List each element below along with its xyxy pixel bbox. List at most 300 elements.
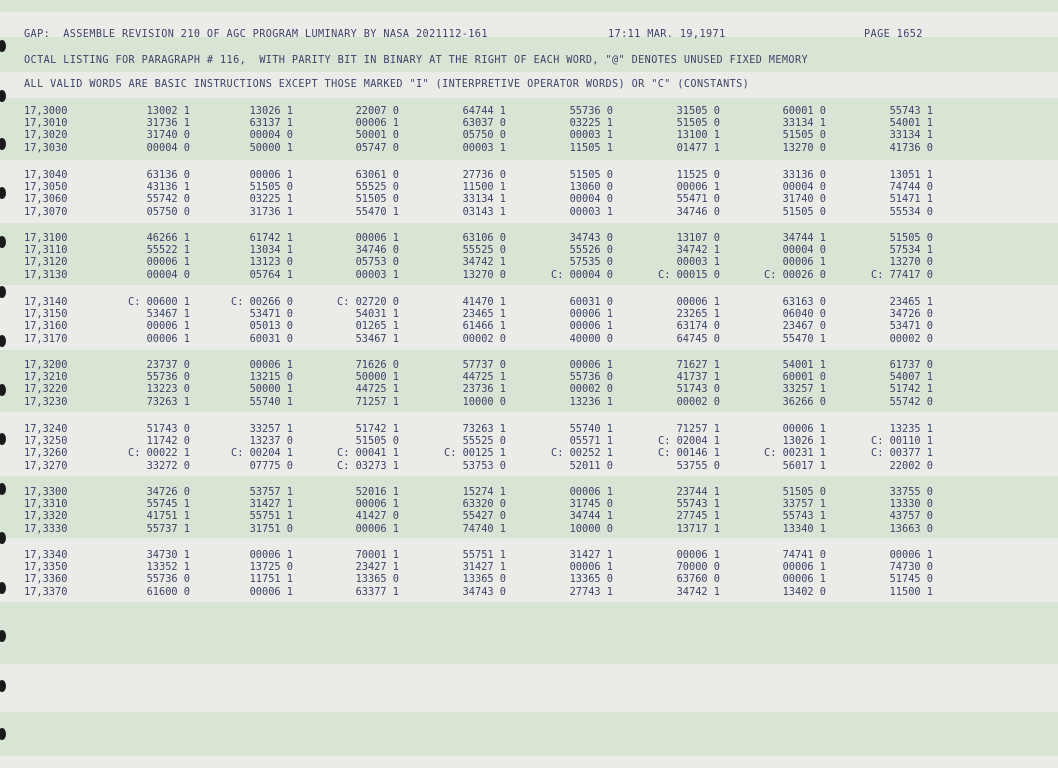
octal-word: 05013 0 [249, 320, 293, 333]
octal-word: C: 00125 1 [444, 447, 506, 460]
octal-word: C: 00231 1 [764, 447, 826, 460]
octal-word: 05750 0 [462, 129, 506, 142]
row-address: 17,3120 [24, 256, 68, 269]
octal-word: 03225 1 [569, 117, 613, 130]
octal-word: 13663 0 [889, 522, 933, 535]
octal-word: 00006 1 [249, 359, 293, 371]
octal-word: 31736 1 [249, 205, 293, 218]
octal-word: 00006 1 [355, 117, 399, 130]
octal-word: 00006 1 [355, 232, 399, 244]
octal-word: 34742 1 [462, 256, 506, 269]
listing-row [0, 359, 1058, 371]
listing-row [0, 510, 1058, 522]
sprocket-hole-icon [0, 680, 6, 692]
octal-word: 00006 1 [355, 498, 399, 511]
octal-word: 55743 1 [782, 510, 826, 523]
octal-word: 54007 1 [889, 371, 933, 384]
octal-word: 61737 0 [889, 359, 933, 371]
octal-word: 13026 1 [782, 435, 826, 448]
octal-word: 00002 0 [889, 332, 933, 345]
octal-word: 53467 1 [355, 332, 399, 345]
octal-word: 13026 1 [249, 105, 293, 117]
octal-word: 55751 1 [462, 549, 506, 561]
octal-word: 44725 1 [462, 371, 506, 384]
octal-word: 13330 0 [889, 498, 933, 511]
octal-word: 41470 1 [462, 296, 506, 308]
row-address: 17,3110 [24, 244, 68, 257]
octal-word: 03143 1 [462, 205, 506, 218]
octal-word: C: 00266 0 [231, 296, 293, 308]
octal-word: C: 00110 1 [871, 435, 933, 448]
octal-word: 61466 1 [462, 320, 506, 333]
row-address: 17,3200 [24, 359, 68, 371]
octal-word: 13270 0 [782, 141, 826, 154]
octal-word: 55522 1 [146, 244, 190, 257]
octal-word: 50000 1 [249, 383, 293, 396]
row-address: 17,3240 [24, 423, 68, 435]
octal-word: 00004 0 [782, 244, 826, 257]
octal-word: 41736 0 [889, 141, 933, 154]
octal-word: 13034 1 [249, 244, 293, 257]
row-address: 17,3030 [24, 141, 68, 154]
octal-word: 11751 1 [249, 573, 293, 586]
octal-word: 05753 0 [355, 256, 399, 269]
octal-word: 31740 0 [782, 193, 826, 206]
octal-word: 34744 1 [782, 232, 826, 244]
octal-word: 63377 1 [355, 585, 399, 598]
listing-row [0, 129, 1058, 141]
listing-row [0, 269, 1058, 281]
octal-word: 60001 0 [782, 105, 826, 117]
octal-word: 51743 0 [676, 383, 720, 396]
octal-word: 63037 0 [462, 117, 506, 130]
octal-word: 63174 0 [676, 320, 720, 333]
octal-word: 23465 1 [462, 308, 506, 321]
octal-word: 00004 0 [782, 181, 826, 194]
octal-word: 13107 0 [676, 232, 720, 244]
octal-word: 11500 1 [462, 181, 506, 194]
octal-word: 00006 1 [146, 332, 190, 345]
octal-word: 23467 0 [782, 320, 826, 333]
octal-word: 13725 0 [249, 561, 293, 574]
octal-word: 22007 0 [355, 105, 399, 117]
octal-word: 51505 0 [889, 232, 933, 244]
octal-word: 71257 1 [355, 395, 399, 408]
octal-word: 00003 1 [676, 256, 720, 269]
octal-word: 55525 0 [462, 435, 506, 448]
octal-word: 56017 1 [782, 459, 826, 472]
octal-word: 55751 1 [249, 510, 293, 523]
octal-word: 11525 0 [676, 169, 720, 181]
octal-word: 34726 0 [146, 486, 190, 498]
octal-word: 05764 1 [249, 268, 293, 281]
listing-legend: ALL VALID WORDS ARE BASIC INSTRUCTIONS EXCEPT THOSE MARKED "I" (INTERPRETIVE OPERATOR WORDS) OR "C" (CONSTANTS) [24, 79, 750, 90]
octal-word: 50000 1 [249, 141, 293, 154]
listing-row [0, 549, 1058, 561]
octal-word: C: 03273 1 [337, 459, 399, 472]
paper-band [0, 602, 1058, 664]
octal-word: C: 00252 1 [551, 447, 613, 460]
octal-word: C: 00015 0 [658, 268, 720, 281]
octal-word: 51505 0 [249, 181, 293, 194]
listing-row [0, 486, 1058, 498]
octal-word: 55736 0 [569, 105, 613, 117]
octal-word: 55471 0 [676, 193, 720, 206]
octal-word: 13237 0 [249, 435, 293, 448]
octal-word: 55737 1 [146, 522, 190, 535]
octal-word: 34746 0 [676, 205, 720, 218]
octal-word: 70001 1 [355, 549, 399, 561]
octal-word: 13365 0 [355, 573, 399, 586]
octal-word: 00006 1 [569, 359, 613, 371]
octal-word: 51505 0 [782, 205, 826, 218]
octal-word: 13100 1 [676, 129, 720, 142]
octal-word: 33134 1 [462, 193, 506, 206]
row-address: 17,3170 [24, 332, 68, 345]
octal-word: 13340 1 [782, 522, 826, 535]
octal-word: 55470 1 [782, 332, 826, 345]
octal-word: 13060 0 [569, 181, 613, 194]
octal-word: 50001 0 [355, 129, 399, 142]
listing-row [0, 308, 1058, 320]
octal-word: 00004 0 [146, 268, 190, 281]
octal-word: 11500 1 [889, 585, 933, 598]
octal-word: 41751 1 [146, 510, 190, 523]
octal-word: 53467 1 [146, 308, 190, 321]
row-address: 17,3260 [24, 447, 68, 460]
octal-word: 40000 0 [569, 332, 613, 345]
octal-word: 31745 0 [569, 498, 613, 511]
octal-word: 43757 0 [889, 510, 933, 523]
octal-word: 00006 1 [782, 573, 826, 586]
listing-row [0, 371, 1058, 383]
row-address: 17,3220 [24, 383, 68, 396]
row-address: 17,3270 [24, 459, 68, 472]
octal-word: 33134 1 [782, 117, 826, 130]
row-address: 17,3340 [24, 549, 68, 561]
octal-word: 36266 0 [782, 395, 826, 408]
row-address: 17,3350 [24, 561, 68, 574]
octal-word: 63137 1 [249, 117, 293, 130]
row-address: 17,3360 [24, 573, 68, 586]
row-address: 17,3320 [24, 510, 68, 523]
octal-word: 60031 0 [249, 332, 293, 345]
octal-word: 31427 1 [249, 498, 293, 511]
octal-word: 00006 1 [569, 486, 613, 498]
row-address: 17,3370 [24, 585, 68, 598]
octal-word: 70000 0 [676, 561, 720, 574]
row-address: 17,3330 [24, 522, 68, 535]
listing-row [0, 244, 1058, 256]
octal-word: 13235 1 [889, 423, 933, 435]
page-number: PAGE 1652 [864, 29, 923, 40]
octal-word: C: 00041 1 [337, 447, 399, 460]
octal-word: 41737 1 [676, 371, 720, 384]
octal-word: 11505 1 [569, 141, 613, 154]
octal-word: 33755 0 [889, 486, 933, 498]
octal-word: C: 00026 0 [764, 268, 826, 281]
octal-word: 00002 0 [569, 383, 613, 396]
listing-row [0, 181, 1058, 193]
octal-word: 13717 1 [676, 522, 720, 535]
octal-word: 51743 0 [146, 423, 190, 435]
listing-row [0, 256, 1058, 268]
octal-word: 31740 0 [146, 129, 190, 142]
listing-subtitle: OCTAL LISTING FOR PARAGRAPH # 116, WITH PARITY BIT IN BINARY AT THE RIGHT OF EACH WORD, "@" DENOTES UNUSED FIXED MEMORY [24, 55, 809, 66]
octal-word: 53471 0 [249, 308, 293, 321]
octal-word: 34730 1 [146, 549, 190, 561]
octal-word: C: 00600 1 [128, 296, 190, 308]
listing-row [0, 117, 1058, 129]
octal-word: 60001 0 [782, 371, 826, 384]
octal-word: 71627 1 [676, 359, 720, 371]
octal-word: 27736 0 [462, 169, 506, 181]
octal-word: 73263 1 [462, 423, 506, 435]
listing-row [0, 423, 1058, 435]
octal-word: 00006 1 [569, 308, 613, 321]
octal-word: 00004 0 [249, 129, 293, 142]
octal-word: 63061 0 [355, 169, 399, 181]
octal-word: 64744 1 [462, 105, 506, 117]
listing-row [0, 296, 1058, 308]
listing-row [0, 498, 1058, 510]
octal-word: 13215 0 [249, 371, 293, 384]
octal-word: 51745 0 [889, 573, 933, 586]
listing-row [0, 206, 1058, 218]
octal-word: 63760 0 [676, 573, 720, 586]
octal-word: 10000 0 [569, 522, 613, 535]
octal-word: 51742 1 [889, 383, 933, 396]
octal-word: 00006 1 [249, 549, 293, 561]
octal-word: 13236 1 [569, 395, 613, 408]
octal-word: 31751 0 [249, 522, 293, 535]
row-address: 17,3010 [24, 117, 68, 130]
octal-word: 05571 1 [569, 435, 613, 448]
octal-word: 06040 0 [782, 308, 826, 321]
octal-word: 00002 0 [676, 395, 720, 408]
octal-word: C: 00204 1 [231, 447, 293, 460]
octal-word: 46266 1 [146, 232, 190, 244]
octal-word: 00004 0 [146, 141, 190, 154]
listing-timestamp: 17:11 MAR. 19,1971 [608, 29, 726, 40]
octal-word: 34742 1 [676, 585, 720, 598]
octal-word: 33134 1 [889, 129, 933, 142]
octal-word: 00006 1 [249, 585, 293, 598]
row-address: 17,3100 [24, 232, 68, 244]
octal-word: 74744 0 [889, 181, 933, 194]
octal-word: 00006 1 [782, 561, 826, 574]
row-address: 17,3300 [24, 486, 68, 498]
octal-word: 52016 1 [355, 486, 399, 498]
octal-word: 71257 1 [676, 423, 720, 435]
octal-word: 03225 1 [249, 193, 293, 206]
octal-word: 64745 0 [676, 332, 720, 345]
listing-row [0, 383, 1058, 395]
octal-word: 31505 0 [676, 105, 720, 117]
octal-word: 54001 1 [782, 359, 826, 371]
octal-word: 00006 1 [676, 296, 720, 308]
octal-word: C: 00146 1 [658, 447, 720, 460]
octal-word: 00003 1 [462, 141, 506, 154]
octal-word: 33272 0 [146, 459, 190, 472]
octal-word: 33257 1 [782, 383, 826, 396]
octal-word: 63106 0 [462, 232, 506, 244]
octal-word: 43136 1 [146, 181, 190, 194]
octal-word: 53471 0 [889, 320, 933, 333]
octal-word: 00006 1 [569, 320, 613, 333]
octal-word: 61742 1 [249, 232, 293, 244]
octal-word: 23465 1 [889, 296, 933, 308]
octal-word: 07775 0 [249, 459, 293, 472]
octal-word: 55470 1 [355, 205, 399, 218]
row-address: 17,3210 [24, 371, 68, 384]
row-address: 17,3050 [24, 181, 68, 194]
octal-word: 05750 0 [146, 205, 190, 218]
listing-row [0, 460, 1058, 472]
row-address: 17,3310 [24, 498, 68, 511]
listing-row [0, 169, 1058, 181]
octal-word: 00006 1 [782, 423, 826, 435]
octal-word: 00003 1 [569, 205, 613, 218]
octal-word: 00004 0 [569, 193, 613, 206]
octal-word: 63136 0 [146, 169, 190, 181]
octal-word: 00006 1 [676, 181, 720, 194]
octal-word: 27745 1 [676, 510, 720, 523]
listing-row [0, 193, 1058, 205]
octal-word: 55534 0 [889, 205, 933, 218]
octal-word: 53757 1 [249, 486, 293, 498]
octal-word: 00006 1 [355, 522, 399, 535]
row-address: 17,3250 [24, 435, 68, 448]
octal-word: 13270 0 [889, 256, 933, 269]
listing-row [0, 320, 1058, 332]
octal-word: 11742 0 [146, 435, 190, 448]
octal-word: 52011 0 [569, 459, 613, 472]
octal-word: 51505 0 [782, 486, 826, 498]
octal-word: 57534 1 [889, 244, 933, 257]
octal-word: 55743 1 [889, 105, 933, 117]
octal-word: 23737 0 [146, 359, 190, 371]
listing-row [0, 586, 1058, 598]
octal-word: 34726 0 [889, 308, 933, 321]
row-address: 17,3130 [24, 268, 68, 281]
octal-word: 05747 0 [355, 141, 399, 154]
octal-word: 31736 1 [146, 117, 190, 130]
octal-word: 33757 1 [782, 498, 826, 511]
octal-word: 55740 1 [569, 423, 613, 435]
octal-word: 01477 1 [676, 141, 720, 154]
octal-word: 71626 0 [355, 359, 399, 371]
octal-word: 00006 1 [146, 320, 190, 333]
octal-word: C: 02720 0 [337, 296, 399, 308]
paper-band [0, 712, 1058, 756]
octal-word: 31427 1 [462, 561, 506, 574]
octal-word: 13402 0 [782, 585, 826, 598]
octal-word: 13270 0 [462, 268, 506, 281]
octal-word: 22002 0 [889, 459, 933, 472]
octal-word: 51505 0 [355, 193, 399, 206]
octal-word: 53755 0 [676, 459, 720, 472]
listing-row [0, 232, 1058, 244]
octal-word: 34744 1 [569, 510, 613, 523]
octal-word: 51742 1 [355, 423, 399, 435]
octal-word: 44725 1 [355, 383, 399, 396]
octal-word: 13002 1 [146, 105, 190, 117]
octal-word: 51505 0 [782, 129, 826, 142]
octal-word: 13352 1 [146, 561, 190, 574]
listing-row [0, 523, 1058, 535]
listing-row [0, 561, 1058, 573]
octal-word: 55742 0 [889, 395, 933, 408]
octal-word: 50000 1 [355, 371, 399, 384]
octal-word: 13051 1 [889, 169, 933, 181]
row-address: 17,3040 [24, 169, 68, 181]
octal-word: 55427 0 [462, 510, 506, 523]
octal-word: 53753 0 [462, 459, 506, 472]
octal-word: 55743 1 [676, 498, 720, 511]
listing-row [0, 435, 1058, 447]
paper-band [0, 0, 1058, 12]
octal-word: 00006 1 [889, 549, 933, 561]
octal-word: 13223 0 [146, 383, 190, 396]
listing-row [0, 333, 1058, 345]
octal-word: 34743 0 [462, 585, 506, 598]
octal-word: 55525 0 [462, 244, 506, 257]
octal-word: 23744 1 [676, 486, 720, 498]
octal-word: 13365 0 [569, 573, 613, 586]
octal-word: 57737 0 [462, 359, 506, 371]
row-address: 17,3140 [24, 296, 68, 308]
octal-word: 34742 1 [676, 244, 720, 257]
octal-word: 00006 1 [676, 549, 720, 561]
listing-row [0, 573, 1058, 585]
octal-word: 13123 0 [249, 256, 293, 269]
octal-word: 51505 0 [569, 169, 613, 181]
octal-word: 63163 0 [782, 296, 826, 308]
octal-word: 51505 0 [676, 117, 720, 130]
octal-word: 55525 0 [355, 181, 399, 194]
octal-word: 55736 0 [146, 371, 190, 384]
row-address: 17,3160 [24, 320, 68, 333]
octal-word: 00006 1 [782, 256, 826, 269]
octal-word: 34743 0 [569, 232, 613, 244]
octal-word: 55742 0 [146, 193, 190, 206]
listing-row [0, 447, 1058, 459]
octal-word: 55736 0 [146, 573, 190, 586]
octal-word: 55736 0 [569, 371, 613, 384]
octal-word: 54031 1 [355, 308, 399, 321]
octal-word: 63320 0 [462, 498, 506, 511]
row-address: 17,3060 [24, 193, 68, 206]
row-address: 17,3020 [24, 129, 68, 142]
octal-word: C: 02004 1 [658, 435, 720, 448]
listing-row [0, 396, 1058, 408]
octal-word: 74741 0 [782, 549, 826, 561]
listing-title: GAP: ASSEMBLE REVISION 210 OF AGC PROGRAM LUMINARY BY NASA 2021112-161 [24, 29, 488, 40]
octal-word: C: 00377 1 [871, 447, 933, 460]
octal-word: 00006 1 [249, 169, 293, 181]
row-address: 17,3000 [24, 105, 68, 117]
octal-word: 31427 1 [569, 549, 613, 561]
octal-word: C: 00022 1 [128, 447, 190, 460]
octal-word: 33257 1 [249, 423, 293, 435]
octal-word: C: 00004 0 [551, 268, 613, 281]
octal-word: 01265 1 [355, 320, 399, 333]
row-address: 17,3230 [24, 395, 68, 408]
octal-word: 61600 0 [146, 585, 190, 598]
octal-word: 15274 1 [462, 486, 506, 498]
row-address: 17,3070 [24, 205, 68, 218]
